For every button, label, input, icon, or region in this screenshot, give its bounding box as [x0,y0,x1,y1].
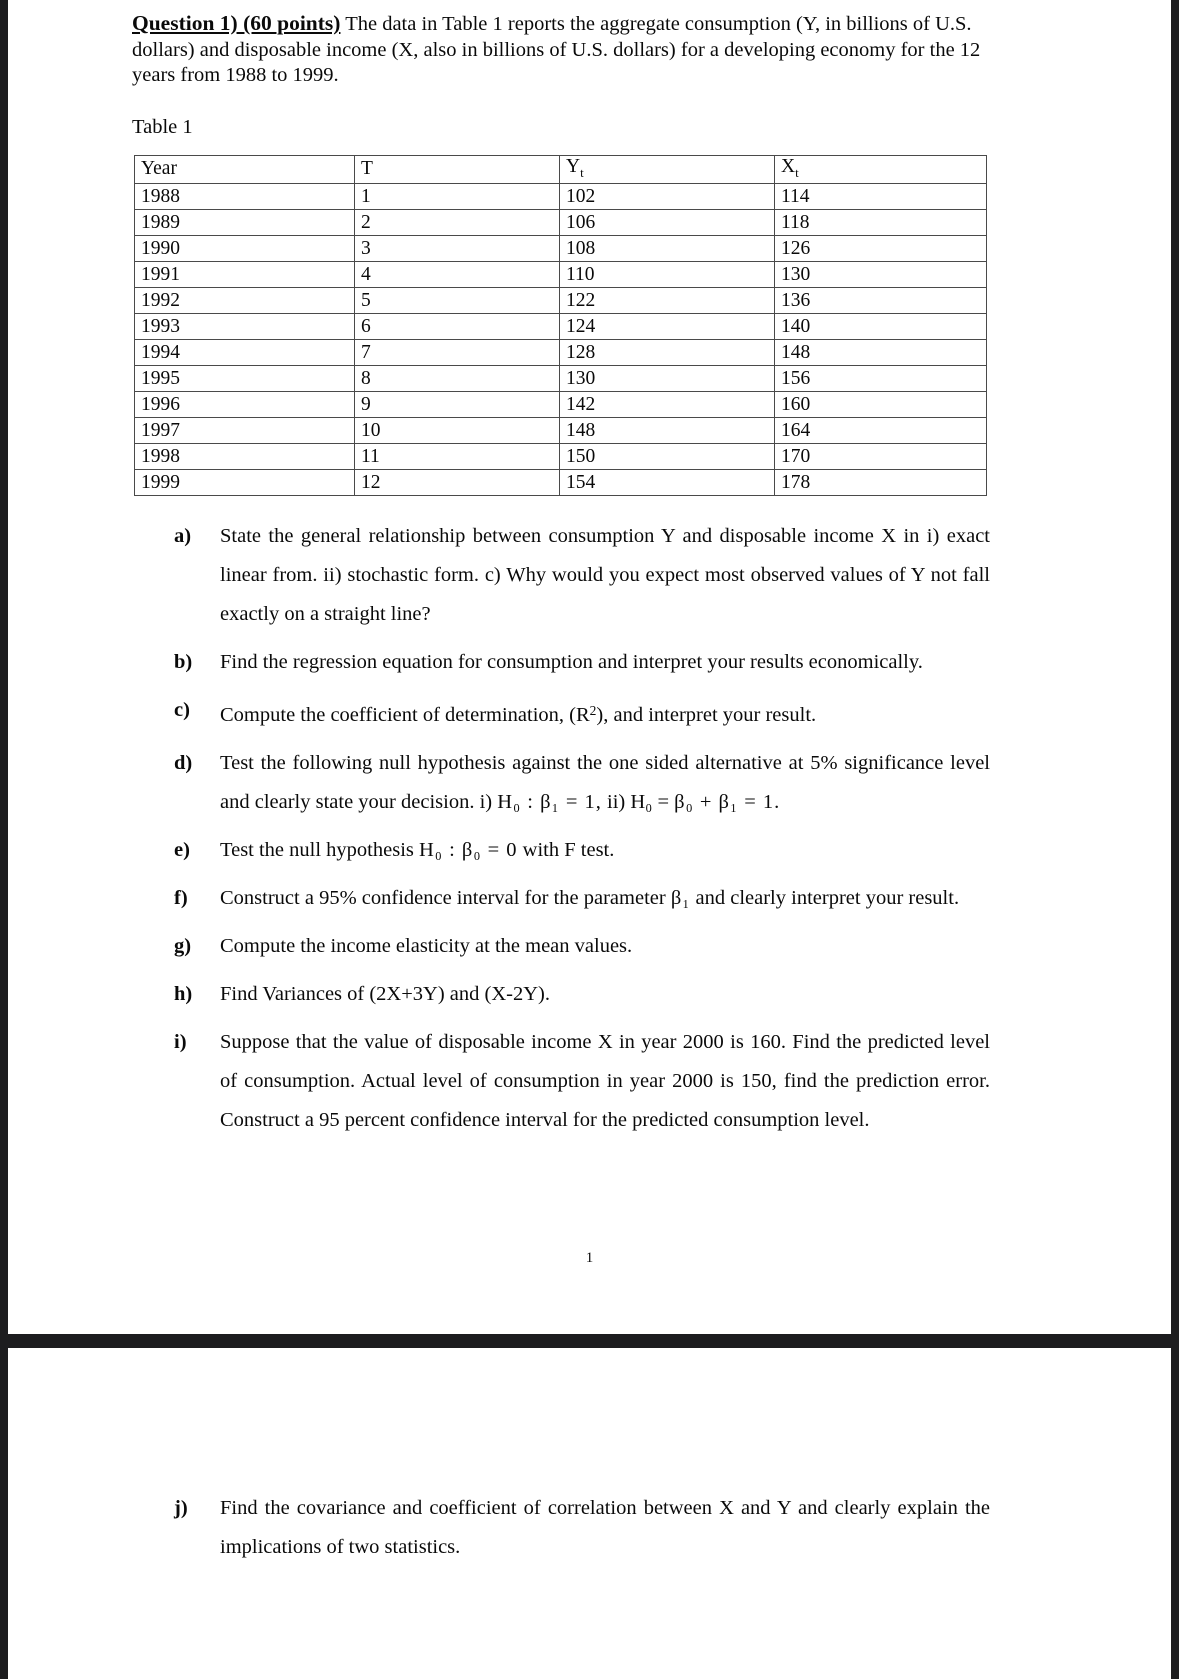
cell-x: 170 [775,444,987,470]
question-marker-i: i) [174,1031,187,1054]
cell-year: 1990 [135,236,355,262]
table-header-x [775,155,987,184]
question-item-d [174,744,990,822]
cell-year: 1994 [135,340,355,366]
document-page-1 [8,0,1171,1334]
question-text-g: Compute the income elasticity at the mean values. [220,935,633,958]
cell-y: 124 [560,314,775,340]
header-label-t: T [361,158,373,180]
cell-x: 156 [775,366,987,392]
question-c-superscript: 2 [589,703,597,719]
cell-year: 1988 [135,184,355,210]
cell-t: 5 [355,288,560,314]
question-item-c [174,691,990,735]
table-row [135,444,987,470]
header-subscript-y: t [580,164,584,180]
cell-y: 122 [560,288,775,314]
question-text-e-after: with F test. [517,839,615,862]
table-header-t [355,155,560,184]
cell-x: 164 [775,418,987,444]
cell-t: 8 [355,366,560,392]
cell-y: 148 [560,418,775,444]
page-number: 1 [585,1250,594,1266]
table-caption: Table 1 [132,115,193,138]
question-d-formula-2: β₀ + β₁ = 1. [674,791,781,814]
cell-y: 106 [560,210,775,236]
intro-body-text: The data in Table 1 reports the aggregate consumption (Y, in billions of U.S. dollars) and disposable income (X, also in billions of U.S. dollars) for a developing economy for the 12 years from 1988 to 1999. [132,13,981,86]
cell-t: 2 [355,210,560,236]
header-label-year: Year [141,158,177,180]
header-subscript-x: t [795,164,799,180]
question-text-i: Suppose that the value of disposable income X in year 2000 is 160. Find the predicted level of consumption. Actual level of consumption in year 2000 is 150, find the prediction error. Construct a 95 percent confidence interval for the predicted consumption level. [220,1031,990,1132]
question-f-formula: β₁ [670,887,691,910]
question-marker-a: a) [174,525,192,548]
cell-t: 11 [355,444,560,470]
question-item-a [174,517,990,634]
question-item-h [174,975,990,1014]
question-list [132,496,996,1140]
question-marker-j: j) [174,1497,188,1519]
question-heading: Question 1) (60 points) [132,11,341,35]
table-header-year [135,155,355,184]
cell-t: 7 [355,340,560,366]
question-item-e [174,831,990,870]
cell-y: 110 [560,262,775,288]
question-text-e-before: Test the null hypothesis [220,839,419,862]
cell-x: 148 [775,340,987,366]
cell-t: 1 [355,184,560,210]
cell-y: 150 [560,444,775,470]
table-row [135,314,987,340]
intro-paragraph [132,0,996,89]
cell-year: 1995 [135,366,355,392]
table-row [135,340,987,366]
cell-x: 114 [775,184,987,210]
cell-year: 1993 [135,314,355,340]
table-row [135,470,987,496]
cell-t: 3 [355,236,560,262]
question-item-g [174,927,990,966]
question-marker-b: b) [174,651,193,674]
question-text-h: Find Variances of (2X+3Y) and (X-2Y). [220,983,550,1006]
question-marker-c: c) [174,699,190,722]
table-row [135,288,987,314]
question-item-j [174,1489,990,1567]
header-label-x: X [781,155,796,177]
cell-x: 126 [775,236,987,262]
cell-y: 154 [560,470,775,496]
cell-x: 178 [775,470,987,496]
table-row [135,366,987,392]
question-text-d-before: Test the following null hypothesis against the one sided alternative at 5% significance level and clearly state your decision. i) [220,752,990,814]
cell-year: 1989 [135,210,355,236]
question-marker-h: h) [174,983,193,1006]
question-text-c-after: ), and interpret your result. [596,704,817,727]
cell-year: 1996 [135,392,355,418]
table-header-row [135,155,987,184]
cell-year: 1991 [135,262,355,288]
question-marker-f: f) [174,887,188,910]
question-item-f [174,879,990,918]
cell-x: 140 [775,314,987,340]
cell-x: 118 [775,210,987,236]
table-header-y [560,155,775,184]
question-item-i [174,1023,990,1140]
header-label-y: Y [566,155,581,177]
question-text-f-after: and clearly interpret your result. [690,887,960,910]
question-marker-d: d) [174,752,193,775]
cell-x: 160 [775,392,987,418]
page-break-divider [0,1334,1179,1348]
cell-year: 1998 [135,444,355,470]
cell-t: 9 [355,392,560,418]
cell-year: 1999 [135,470,355,496]
cell-t: 4 [355,262,560,288]
table-row [135,236,987,262]
question-text-c-before: Compute the coefficient of determination, (R [220,704,590,727]
cell-t: 12 [355,470,560,496]
cell-y: 108 [560,236,775,262]
cell-t: 6 [355,314,560,340]
table-row [135,418,987,444]
question-text-j: Find the covariance and coefficient of correlation between X and Y and clearly explain the implications of two statistics. [220,1497,990,1558]
question-list-continued [132,1489,996,1567]
table-row [135,262,987,288]
question-d-formula-mid: ii) H₀ = [601,791,675,814]
cell-t: 10 [355,418,560,444]
cell-y: 142 [560,392,775,418]
cell-year: 1997 [135,418,355,444]
question-text-a: State the general relationship between consumption Y and disposable income X in i) exact linear from. ii) stochastic form. c) Why would you expect most observed values of Y not fall exactly on a straight line? [220,525,990,626]
cell-year: 1992 [135,288,355,314]
table-row [135,210,987,236]
question-item-b [174,643,990,682]
cell-x: 130 [775,262,987,288]
cell-y: 128 [560,340,775,366]
table-row [135,184,987,210]
table-row [135,392,987,418]
cell-x: 136 [775,288,987,314]
question-text-f-before: Construct a 95% confidence interval for the parameter [220,887,671,910]
question-d-formula-1: H₀ : β₁ = 1, [497,791,602,814]
document-page-2 [8,1348,1171,1679]
question-e-formula: H₀ : β₀ = 0 [419,839,518,862]
question-marker-e: e) [174,839,190,862]
cell-y: 102 [560,184,775,210]
question-text-b: Find the regression equation for consumption and interpret your results economically. [220,651,923,674]
question-marker-g: g) [174,935,192,958]
cell-y: 130 [560,366,775,392]
data-table [134,155,987,497]
